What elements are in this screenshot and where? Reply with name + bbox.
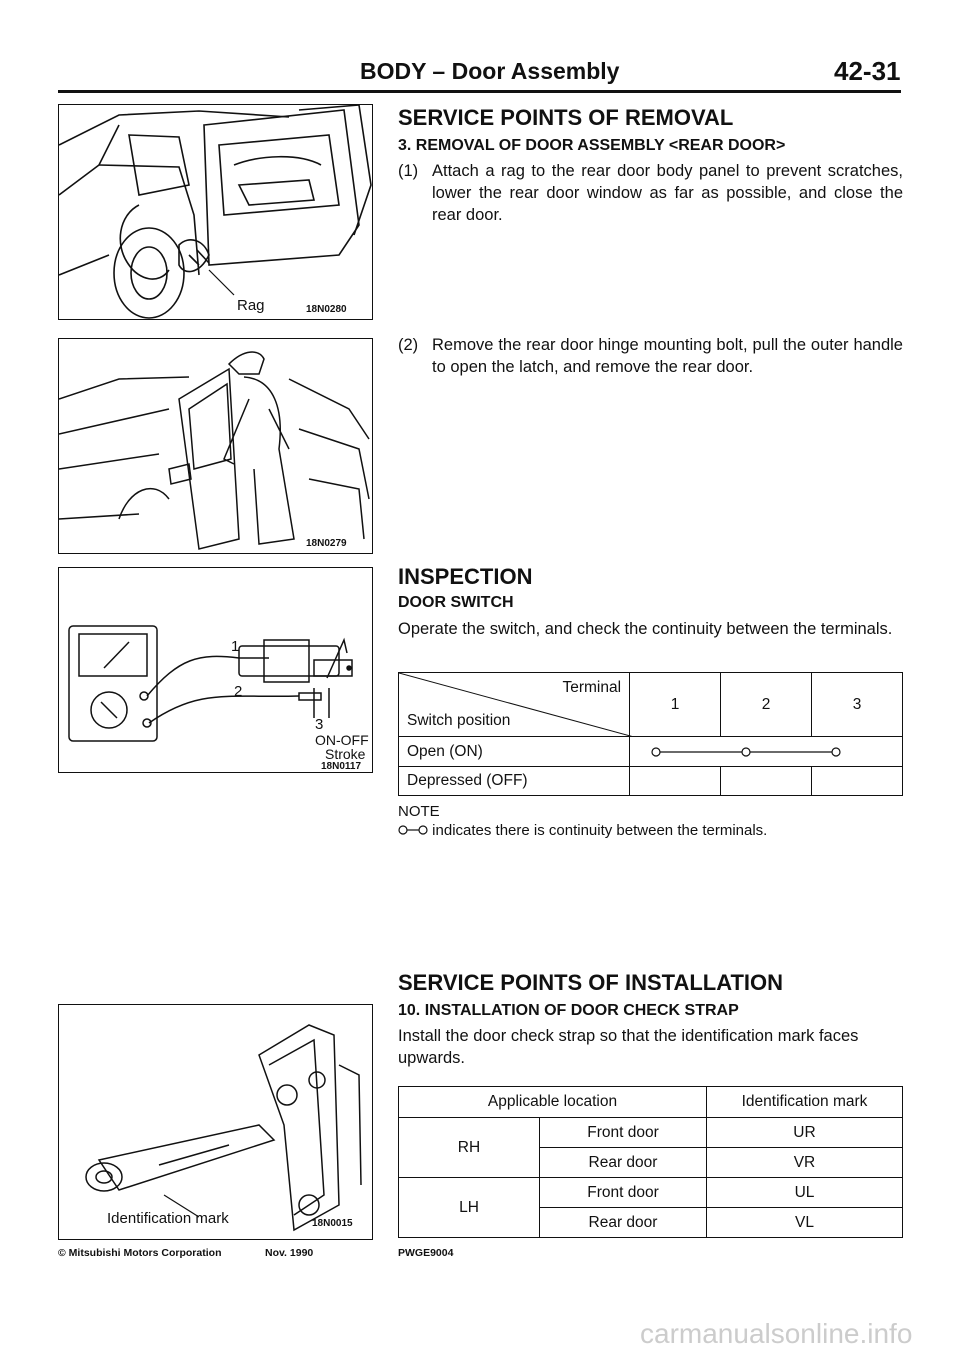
watermark: carmanualsonline.info (640, 1318, 913, 1349)
empty-cell (630, 767, 721, 796)
table-row (399, 737, 903, 767)
installation-text: Install the door check strap so that the identification mark faces upwards. (398, 1027, 859, 1067)
removal-step-1 (398, 160, 903, 226)
step-text: Remove the rear door hinge mounting bolt, pull the outer handle to open the latch, and remove the rear door. (432, 336, 903, 376)
terminal-label-2: 2 (234, 683, 243, 700)
on-off-label: ON-OFF (315, 732, 369, 748)
empty-cell (812, 767, 903, 796)
copyright: © Mitsubishi Motors Corporation (58, 1247, 222, 1259)
door-check-strap-illustration (59, 1005, 373, 1240)
mark-cell: UR (707, 1118, 903, 1148)
figure-code: 18N0117 (321, 761, 362, 772)
document-code: PWGE9004 (398, 1247, 454, 1259)
terminal-label-3: 3 (315, 716, 324, 733)
inspection-heading: INSPECTION (398, 564, 533, 589)
terminal-col: 1 (630, 673, 721, 737)
step-number: (2) (398, 336, 419, 354)
removal-step-2 (398, 334, 903, 378)
figure-rag-on-door (58, 104, 373, 320)
door-cell: Rear door (540, 1208, 707, 1238)
location-header: Applicable location (399, 1087, 707, 1118)
terminal-node (742, 748, 750, 756)
car-rear-door-illustration (59, 105, 373, 320)
removal-heading: SERVICE POINTS OF REMOVAL (398, 105, 734, 130)
row-label: Open (ON) (399, 737, 630, 767)
step-text: Attach a rag to the rear door body panel to prevent scratches, lower the rear door window as far as possible, and close the rear door. (432, 162, 903, 224)
page-section-title: BODY – Door Assembly (360, 58, 620, 84)
table-row (399, 1118, 903, 1148)
terminal-header: Terminal (562, 679, 622, 696)
mechanic-removing-door-illustration (59, 339, 373, 554)
terminal-col: 2 (721, 673, 812, 737)
table-row (399, 767, 903, 796)
door-cell: Front door (540, 1118, 707, 1148)
page-number: 42-31 (834, 56, 901, 86)
identification-mark-table (398, 1086, 903, 1238)
door-cell: Front door (540, 1178, 707, 1208)
installation-subheading: 10. INSTALLATION OF DOOR CHECK STRAP (398, 1002, 739, 1019)
empty-cell (721, 767, 812, 796)
mark-cell: VR (707, 1148, 903, 1178)
figure-door-switch-test (58, 567, 373, 773)
terminal-col: 3 (812, 673, 903, 737)
inspection-subheading: DOOR SWITCH (398, 594, 514, 611)
stroke-label: Stroke (325, 746, 366, 762)
mark-cell: VL (707, 1208, 903, 1238)
note-line (398, 822, 767, 839)
publication-date: Nov. 1990 (265, 1247, 314, 1259)
step-number: (1) (398, 162, 419, 180)
terminal-label-1: 1 (231, 638, 240, 655)
figure-door-check-strap (58, 1004, 373, 1240)
terminal-node (832, 748, 840, 756)
terminal-node (652, 748, 660, 756)
continuity-line (630, 737, 900, 766)
mark-header: Identification mark (707, 1087, 903, 1118)
installation-heading: SERVICE POINTS OF INSTALLATION (398, 970, 784, 995)
mark-cell: UL (707, 1178, 903, 1208)
table-row (399, 1178, 903, 1208)
figure-code: 18N0015 (312, 1218, 353, 1229)
note-title: NOTE (398, 803, 440, 820)
side-cell: RH (399, 1118, 540, 1178)
continuity-table (398, 672, 903, 796)
figure-code: 18N0279 (306, 538, 347, 549)
door-cell: Rear door (540, 1148, 707, 1178)
note-text: indicates there is continuity between the terminals. (432, 822, 768, 839)
inspection-text: Operate the switch, and check the continuity between the terminals. (398, 620, 893, 638)
switch-position-header: Switch position (407, 712, 511, 729)
table-corner-cell (399, 673, 630, 737)
continuity-cell (630, 737, 903, 767)
row-label: Depressed (OFF) (399, 767, 630, 796)
figure-code: 18N0280 (306, 304, 347, 315)
header-rule (58, 90, 901, 93)
side-cell: LH (399, 1178, 540, 1238)
continuity-symbol-icon (398, 823, 428, 837)
rag-label: Rag (237, 297, 265, 314)
removal-subheading: 3. REMOVAL OF DOOR ASSEMBLY <REAR DOOR> (398, 137, 786, 154)
figure-remove-rear-door (58, 338, 373, 554)
identification-mark-label: Identification mark (107, 1210, 229, 1227)
